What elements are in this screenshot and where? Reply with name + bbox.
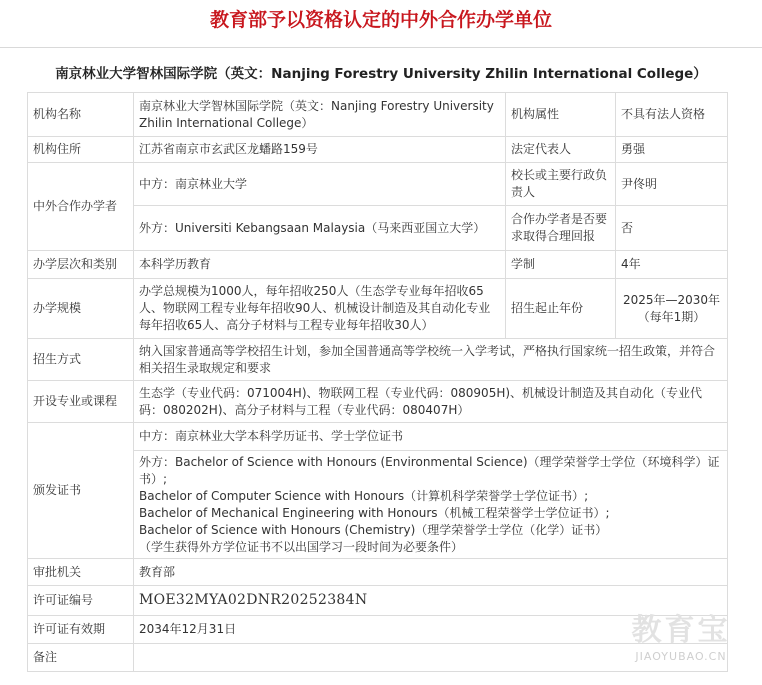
cert-foreign-note: （学生获得外方学位证书不以出国学习一段时间为必要条件） (139, 539, 464, 554)
cell-value-remarks (134, 644, 728, 672)
cell-value-years: 2025年—2030年（每年1期） (616, 279, 728, 339)
cell-value-validity: 2034年12月31日 (134, 616, 728, 644)
cell-value-duration: 4年 (616, 251, 728, 279)
cell-value-cert-chinese: 中方：南京林业大学本科学历证书、学士学位证书 (134, 423, 728, 451)
cell-label-return: 合作办学者是否要求取得合理回报 (506, 206, 616, 251)
cert-foreign-line: Bachelor of Science with Honours (Chemistry)（理学荣誉学士学位（化学）证书） (139, 522, 608, 537)
cell-value-cert-foreign (134, 451, 728, 559)
watermark-domain: JIAOYUBAO.CN (635, 650, 727, 663)
cell-label-level: 办学层次和类别 (28, 251, 134, 279)
row-authority (28, 559, 728, 586)
cell-label-name: 机构名称 (28, 93, 134, 137)
row-certificates-chinese (28, 423, 728, 451)
cell-value-scale: 办学总规模为1000人，每年招收250人（生态学专业每年招收65人、物联网工程专业每年招收90人、机械设计制造及其自动化专业每年招收65人、高分子材料与工程专业每年招收30人） (134, 279, 506, 339)
cell-label-authority: 审批机关 (28, 559, 134, 586)
cell-label-enrollment: 招生方式 (28, 339, 134, 381)
row-license (28, 586, 728, 616)
cell-value-partner-foreign: 外方：Universiti Kebangsaan Malaysia（马来西亚国立大学） (134, 206, 506, 251)
row-address (28, 137, 728, 163)
cell-value-return: 否 (616, 206, 728, 251)
cell-label-address: 机构住所 (28, 137, 134, 163)
cell-label-duration: 学制 (506, 251, 616, 279)
row-partners-chinese (28, 163, 728, 206)
row-enrollment (28, 339, 728, 381)
row-level (28, 251, 728, 279)
cell-value-name: 南京林业大学智林国际学院（英文：Nanjing Forestry University Zhilin International College） (134, 93, 506, 137)
row-validity (28, 616, 728, 644)
watermark-logo-text: 教育宝 (631, 613, 731, 648)
institution-title: 南京林业大学智林国际学院（英文：Nanjing Forestry University Zhilin International College） (55, 66, 707, 82)
cell-value-majors: 生态学（专业代码：071004H)、物联网工程（专业代码：080905H)、机械设计制造及其自动化（专业代码：080202H)、高分子材料与工程（专业代码：080407H） (134, 381, 728, 423)
cert-foreign-line: Bachelor of Mechanical Engineering with Honours（机械工程荣誉学士学位证书）; (139, 505, 610, 520)
cell-label-license: 许可证编号 (28, 586, 134, 616)
cert-foreign-line: 外方：Bachelor of Science with Honours (Environmental Science)（理学荣誉学士学位（环境科学）证书）; (139, 454, 720, 486)
row-scale (28, 279, 728, 339)
row-majors (28, 381, 728, 423)
cell-value-partner-chinese: 中方：南京林业大学 (134, 163, 506, 206)
cell-value-attr: 不具有法人资格 (616, 93, 728, 137)
cell-value-address: 江苏省南京市玄武区龙蟠路159号 (134, 137, 506, 163)
cert-foreign-line: Bachelor of Computer Science with Honours（计算机科学荣誉学士学位证书）; (139, 488, 589, 503)
cell-label-certificates: 颁发证书 (28, 423, 134, 559)
cell-label-attr: 机构属性 (506, 93, 616, 137)
institution-info-table (27, 92, 728, 672)
row-remarks (28, 644, 728, 672)
cell-label-head: 校长或主要行政负责人 (506, 163, 616, 206)
cell-label-remarks: 备注 (28, 644, 134, 672)
header-divider (0, 47, 762, 48)
cell-label-partners: 中外合作办学者 (28, 163, 134, 251)
cell-value-enrollment: 纳入国家普通高等学校招生计划，参加全国普通高等学校统一入学考试，严格执行国家统一招生政策，并符合相关招生录取规定和要求 (134, 339, 728, 381)
page-title: 教育部予以资格认定的中外合作办学单位 (209, 9, 552, 31)
cell-value-head: 尹佟明 (616, 163, 728, 206)
cell-label-majors: 开设专业或课程 (28, 381, 134, 423)
cell-label-years: 招生起止年份 (506, 279, 616, 339)
cell-value-level: 本科学历教育 (134, 251, 506, 279)
cell-label-rep: 法定代表人 (506, 137, 616, 163)
cell-value-license: MOE32MYA02DNR20252384N (134, 586, 728, 616)
cell-value-authority: 教育部 (134, 559, 728, 586)
cell-label-validity: 许可证有效期 (28, 616, 134, 644)
row-name (28, 93, 728, 137)
cell-value-rep: 勇强 (616, 137, 728, 163)
cell-label-scale: 办学规模 (28, 279, 134, 339)
